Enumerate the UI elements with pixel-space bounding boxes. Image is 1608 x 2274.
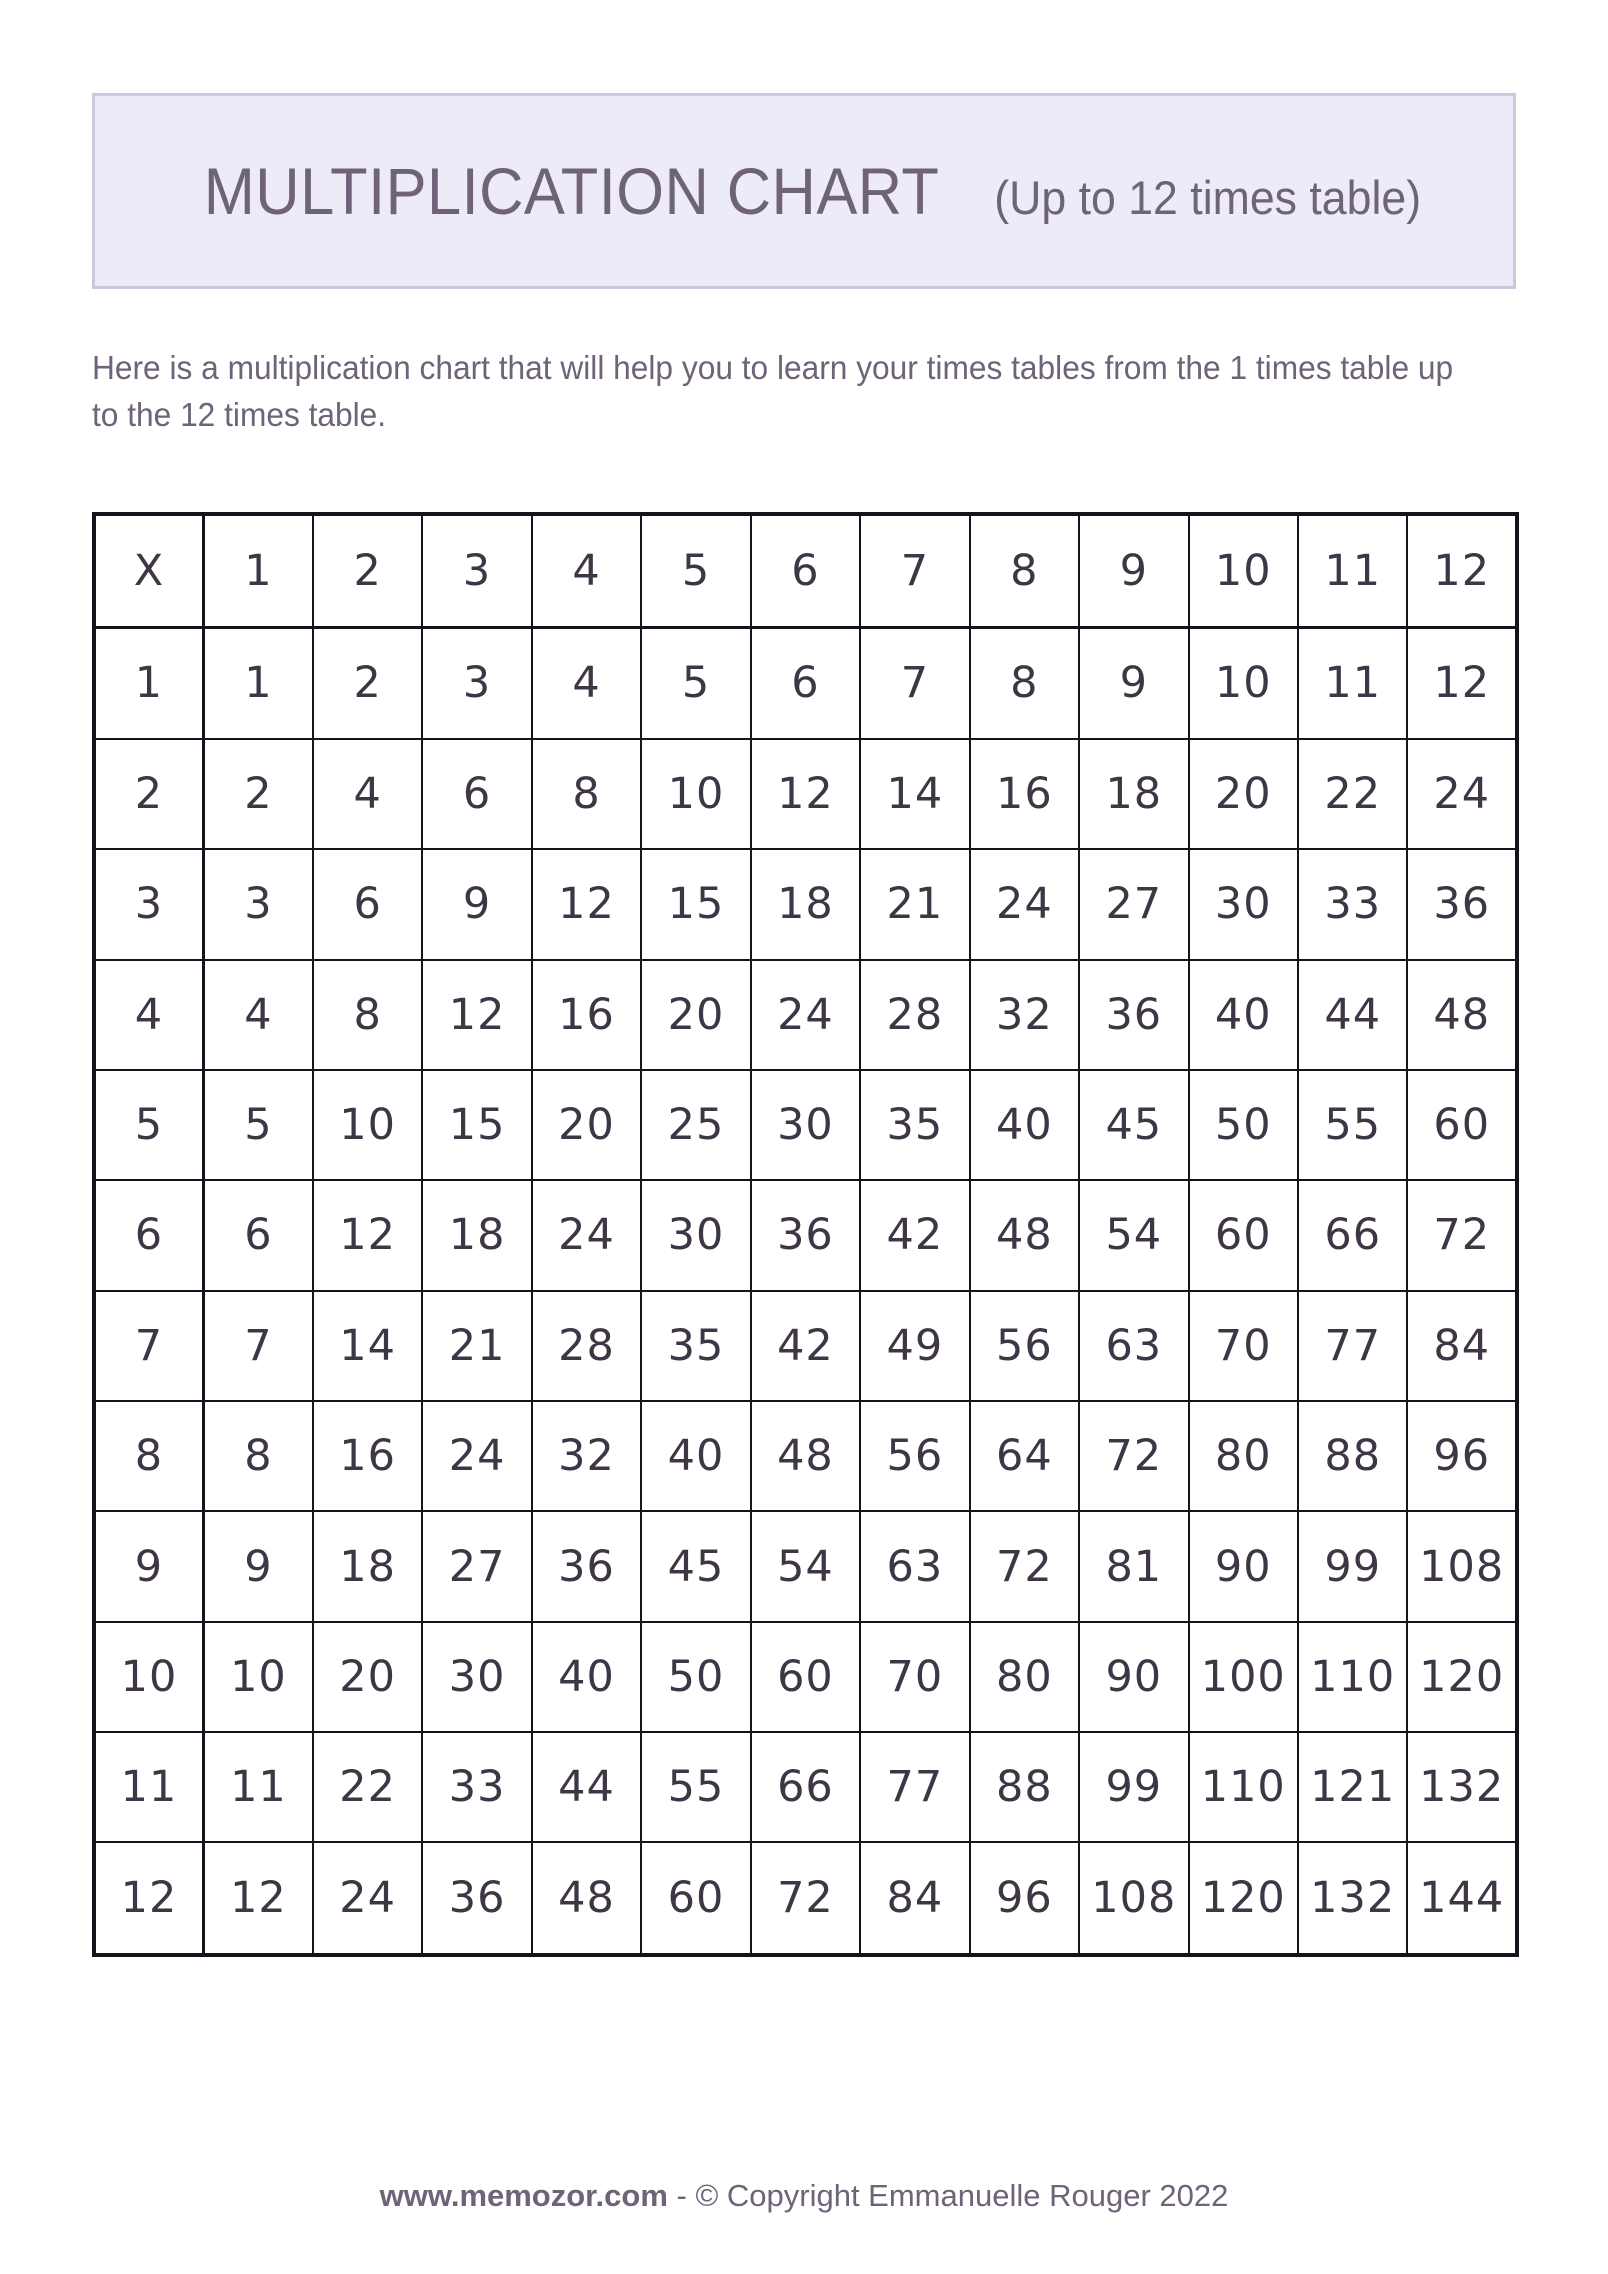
table-cell: 6 (422, 739, 531, 849)
table-row-header: 10 (94, 1622, 203, 1732)
table-cell: 100 (1189, 1622, 1298, 1732)
table-cell: 20 (313, 1622, 422, 1732)
table-cell: 77 (860, 1732, 969, 1842)
table-cell: 25 (641, 1070, 750, 1180)
table-row-header: 8 (94, 1401, 203, 1511)
table-row-header: 11 (94, 1732, 203, 1842)
table-cell: 50 (641, 1622, 750, 1732)
table-cell: 110 (1189, 1732, 1298, 1842)
table-cell: 6 (751, 628, 860, 739)
table-row (94, 1511, 1517, 1621)
table-cell: 12 (751, 739, 860, 849)
table-cell: 56 (860, 1401, 969, 1511)
table-cell: 24 (532, 1180, 641, 1290)
table-cell: 14 (860, 739, 969, 849)
table-cell: 5 (641, 628, 750, 739)
table-cell: 50 (1189, 1070, 1298, 1180)
table-cell: 56 (970, 1291, 1079, 1401)
table-cell: 70 (860, 1622, 969, 1732)
multiplication-chart (92, 512, 1519, 1957)
table-cell: 3 (203, 849, 312, 959)
table-cell: 81 (1079, 1511, 1188, 1621)
table-cell: 11 (203, 1732, 312, 1842)
table-cell: 110 (1298, 1622, 1407, 1732)
table-cell: 120 (1407, 1622, 1517, 1732)
table-cell: 33 (1298, 849, 1407, 959)
table-cell: 64 (970, 1401, 1079, 1511)
table-cell: 54 (751, 1511, 860, 1621)
table-row (94, 1401, 1517, 1511)
table-row (94, 1622, 1517, 1732)
table-column-header: 6 (751, 514, 860, 628)
table-cell: 8 (970, 628, 1079, 739)
table-cell: 8 (532, 739, 641, 849)
table-cell: 10 (313, 1070, 422, 1180)
table-cell: 36 (751, 1180, 860, 1290)
table-cell: 54 (1079, 1180, 1188, 1290)
table-cell: 21 (860, 849, 969, 959)
table-cell: 63 (1079, 1291, 1188, 1401)
table-cell: 27 (422, 1511, 531, 1621)
table-cell: 1 (203, 628, 312, 739)
table-cell: 16 (313, 1401, 422, 1511)
table-cell: 22 (1298, 739, 1407, 849)
table-cell: 24 (422, 1401, 531, 1511)
table-row-header: 5 (94, 1070, 203, 1180)
table-cell: 6 (203, 1180, 312, 1290)
table-cell: 35 (641, 1291, 750, 1401)
table-cell: 66 (751, 1732, 860, 1842)
table-cell: 14 (313, 1291, 422, 1401)
table-cell: 18 (422, 1180, 531, 1290)
table-cell: 7 (860, 628, 969, 739)
table-cell: 48 (751, 1401, 860, 1511)
table-row-header: 2 (94, 739, 203, 849)
table-cell: 55 (1298, 1070, 1407, 1180)
table-cell: 96 (970, 1842, 1079, 1955)
table-cell: 32 (970, 960, 1079, 1070)
table-column-header: 12 (1407, 514, 1517, 628)
table-column-header: 10 (1189, 514, 1298, 628)
table-cell: 88 (1298, 1401, 1407, 1511)
table-cell: 99 (1079, 1732, 1188, 1842)
table-column-header: 2 (313, 514, 422, 628)
table-cell: 9 (1079, 628, 1188, 739)
table-cell: 12 (532, 849, 641, 959)
table-cell: 10 (203, 1622, 312, 1732)
table-cell: 4 (532, 628, 641, 739)
table-row-header: 12 (94, 1842, 203, 1955)
table-cell: 88 (970, 1732, 1079, 1842)
description-text: Here is a multiplication chart that will help you to learn your times tables from the 1 times table up to the 12 times table. (92, 349, 1454, 433)
table-cell: 72 (970, 1511, 1079, 1621)
table-cell: 20 (532, 1070, 641, 1180)
table-cell: 55 (641, 1732, 750, 1842)
table-column-header: 7 (860, 514, 969, 628)
table-cell: 84 (860, 1842, 969, 1955)
table-cell: 8 (313, 960, 422, 1070)
table-cell: 40 (1189, 960, 1298, 1070)
table-cell: 72 (1407, 1180, 1517, 1290)
table-column-header: 1 (203, 514, 312, 628)
table-cell: 132 (1407, 1732, 1517, 1842)
table-column-header: 5 (641, 514, 750, 628)
table-cell: 36 (1407, 849, 1517, 959)
table-cell: 99 (1298, 1511, 1407, 1621)
table-cell: 11 (1298, 628, 1407, 739)
table-row (94, 739, 1517, 849)
table-cell: 20 (641, 960, 750, 1070)
table-cell: 18 (1079, 739, 1188, 849)
table-cell: 30 (1189, 849, 1298, 959)
table-cell: 18 (313, 1511, 422, 1621)
table-cell: 2 (203, 739, 312, 849)
table-cell: 16 (532, 960, 641, 1070)
table-cell: 121 (1298, 1732, 1407, 1842)
table-cell: 12 (203, 1842, 312, 1955)
table-cell: 9 (203, 1511, 312, 1621)
table-column-header: 9 (1079, 514, 1188, 628)
table-cell: 4 (203, 960, 312, 1070)
table-cell: 24 (970, 849, 1079, 959)
table-cell: 40 (532, 1622, 641, 1732)
title-banner (92, 93, 1516, 289)
table-cell: 60 (1407, 1070, 1517, 1180)
table-cell: 24 (751, 960, 860, 1070)
table-cell: 5 (203, 1070, 312, 1180)
table-cell: 42 (860, 1180, 969, 1290)
table-cell: 30 (751, 1070, 860, 1180)
title-line (176, 153, 1432, 229)
footer (0, 2178, 1608, 2214)
table-cell: 28 (860, 960, 969, 1070)
table-cell: 80 (1189, 1401, 1298, 1511)
table-corner-cell: X (94, 514, 203, 628)
table-cell: 84 (1407, 1291, 1517, 1401)
table-cell: 12 (1407, 628, 1517, 739)
table-cell: 42 (751, 1291, 860, 1401)
table-cell: 12 (313, 1180, 422, 1290)
table-cell: 70 (1189, 1291, 1298, 1401)
table-cell: 45 (641, 1511, 750, 1621)
table-cell: 4 (313, 739, 422, 849)
table-cell: 16 (970, 739, 1079, 849)
table-cell: 144 (1407, 1842, 1517, 1955)
table-cell: 8 (203, 1401, 312, 1511)
table-cell: 45 (1079, 1070, 1188, 1180)
table-cell: 15 (422, 1070, 531, 1180)
table-cell: 35 (860, 1070, 969, 1180)
table-cell: 15 (641, 849, 750, 959)
table-cell: 28 (532, 1291, 641, 1401)
table-row-header: 4 (94, 960, 203, 1070)
table-cell: 20 (1189, 739, 1298, 849)
table-cell: 60 (751, 1622, 860, 1732)
table-cell: 22 (313, 1732, 422, 1842)
table-cell: 60 (1189, 1180, 1298, 1290)
table-cell: 48 (532, 1842, 641, 1955)
table-cell: 2 (313, 628, 422, 739)
table-cell: 77 (1298, 1291, 1407, 1401)
table-row-header: 1 (94, 628, 203, 739)
table-cell: 30 (422, 1622, 531, 1732)
table-cell: 3 (422, 628, 531, 739)
table-cell: 44 (532, 1732, 641, 1842)
table-row (94, 1732, 1517, 1842)
table-cell: 6 (313, 849, 422, 959)
table-column-header: 3 (422, 514, 531, 628)
table-cell: 7 (203, 1291, 312, 1401)
table-column-header: 4 (532, 514, 641, 628)
table-cell: 24 (313, 1842, 422, 1955)
table-row (94, 628, 1517, 739)
table-row (94, 960, 1517, 1070)
table-row-header: 9 (94, 1511, 203, 1621)
footer-site-link[interactable]: www.memozor.com (379, 2178, 668, 2213)
table-cell: 48 (970, 1180, 1079, 1290)
table-cell: 27 (1079, 849, 1188, 959)
table-row-header: 3 (94, 849, 203, 959)
table-cell: 72 (751, 1842, 860, 1955)
table-cell: 60 (641, 1842, 750, 1955)
table-cell: 90 (1189, 1511, 1298, 1621)
table-cell: 108 (1079, 1842, 1188, 1955)
table-row (94, 1842, 1517, 1955)
footer-copyright: - © Copyright Emmanuelle Rouger 2022 (667, 2178, 1229, 2213)
table-cell: 10 (641, 739, 750, 849)
table-header-row (94, 514, 1517, 628)
table-row (94, 849, 1517, 959)
table-cell: 72 (1079, 1401, 1188, 1511)
table-cell: 36 (1079, 960, 1188, 1070)
table-cell: 21 (422, 1291, 531, 1401)
table-cell: 49 (860, 1291, 969, 1401)
table-row (94, 1291, 1517, 1401)
table-cell: 40 (641, 1401, 750, 1511)
page-subtitle: (Up to 12 times table) (994, 171, 1421, 224)
table-cell: 18 (751, 849, 860, 959)
table-cell: 108 (1407, 1511, 1517, 1621)
table-cell: 120 (1189, 1842, 1298, 1955)
table-cell: 80 (970, 1622, 1079, 1732)
table-cell: 96 (1407, 1401, 1517, 1511)
table-cell: 44 (1298, 960, 1407, 1070)
table-cell: 30 (641, 1180, 750, 1290)
table-cell: 63 (860, 1511, 969, 1621)
table-row (94, 1180, 1517, 1290)
table-column-header: 11 (1298, 514, 1407, 628)
table-cell: 132 (1298, 1842, 1407, 1955)
table-cell: 33 (422, 1732, 531, 1842)
table-column-header: 8 (970, 514, 1079, 628)
multiplication-table (92, 512, 1519, 1957)
table-cell: 36 (422, 1842, 531, 1955)
table-cell: 40 (970, 1070, 1079, 1180)
table-cell: 12 (422, 960, 531, 1070)
page-title: MULTIPLICATION CHART (203, 154, 940, 228)
table-cell: 10 (1189, 628, 1298, 739)
table-row-header: 7 (94, 1291, 203, 1401)
table-cell: 90 (1079, 1622, 1188, 1732)
table-cell: 24 (1407, 739, 1517, 849)
table-cell: 36 (532, 1511, 641, 1621)
table-cell: 48 (1407, 960, 1517, 1070)
table-cell: 66 (1298, 1180, 1407, 1290)
table-row-header: 6 (94, 1180, 203, 1290)
table-row (94, 1070, 1517, 1180)
table-cell: 32 (532, 1401, 641, 1511)
table-cell: 9 (422, 849, 531, 959)
